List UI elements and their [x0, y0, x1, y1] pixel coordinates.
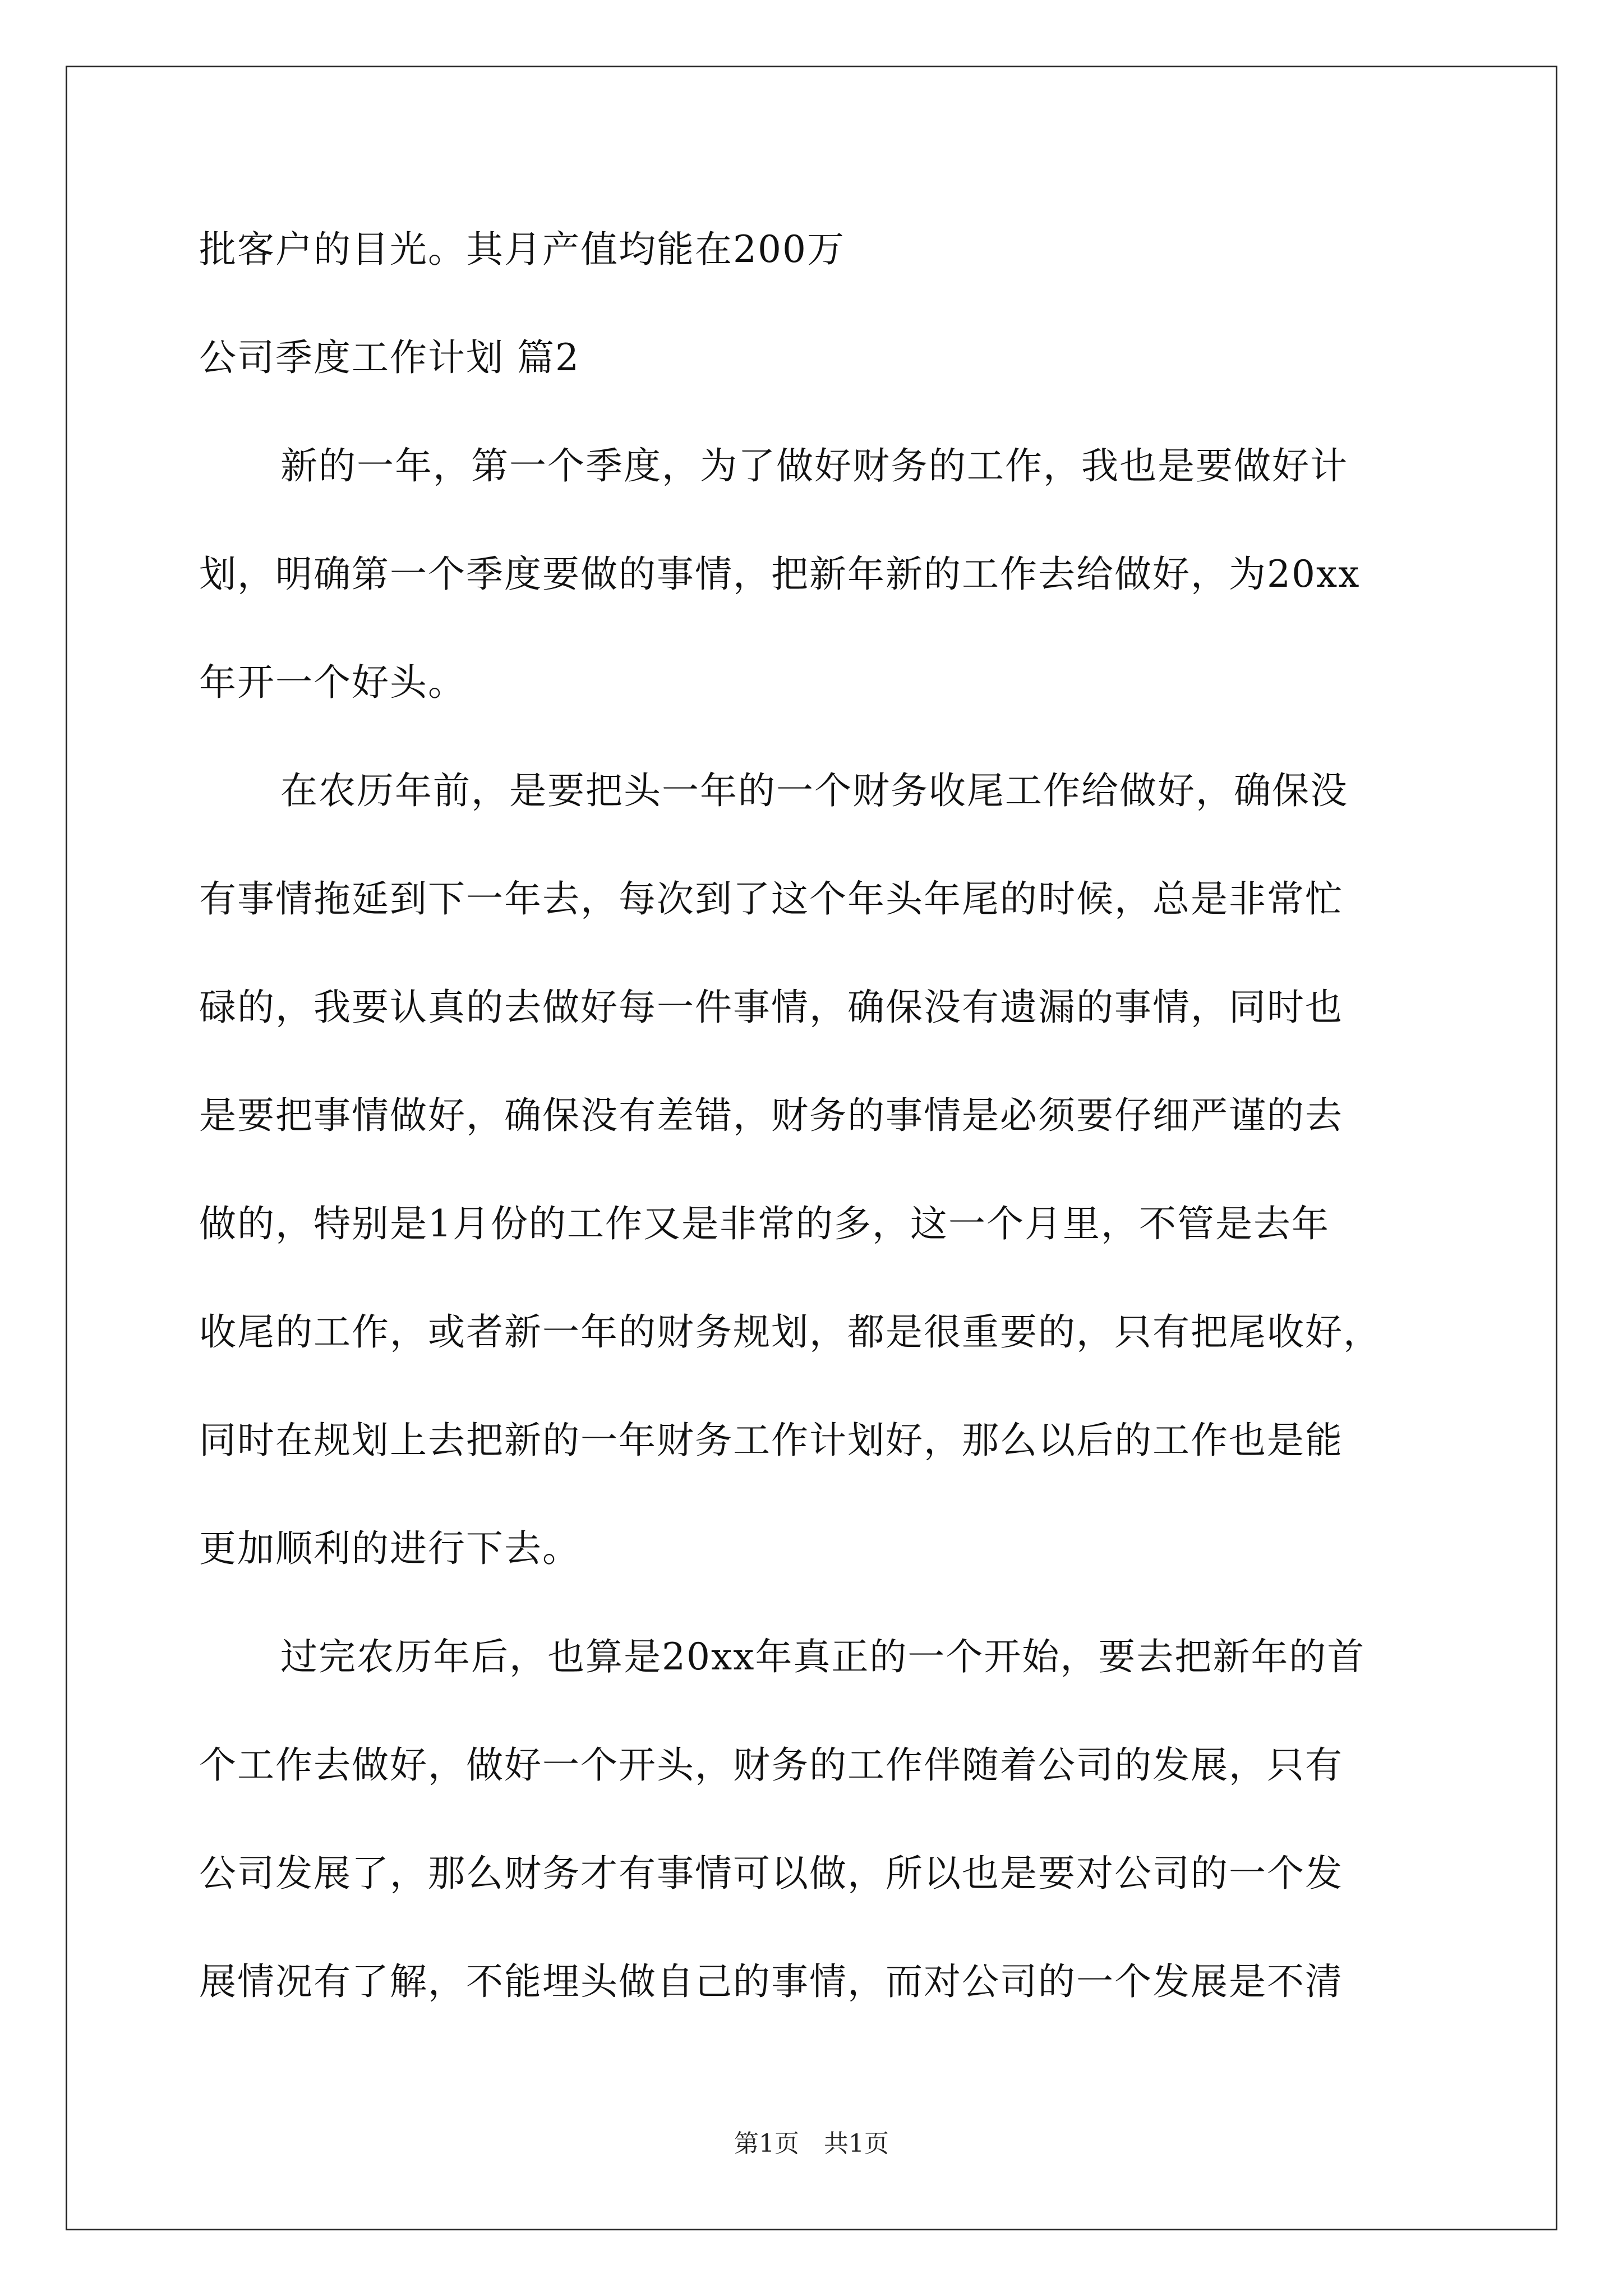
paragraph-2-line-3: 碌的，我要认真的去做好每一件事情，确保没有遗漏的事情，同时也 [199, 986, 1343, 1029]
paragraph-3-line-2: 个工作去做好，做好一个开头，财务的工作伴随着公司的发展，只有 [199, 1743, 1343, 1787]
paragraph-2-line-4: 是要把事情做好，确保没有差错，财务的事情是必须要仔细严谨的去 [199, 1094, 1343, 1137]
paragraph-2-line-5: 做的，特别是1月份的工作又是非常的多，这一个月里，不管是去年 [199, 1202, 1330, 1245]
paragraph-1-line-2: 划，明确第一个季度要做的事情，把新年新的工作去给做好，为20xx [199, 553, 1361, 596]
paragraph-2-line-8: 更加顺利的进行下去。 [199, 1527, 580, 1570]
paragraph-2-line-2: 有事情拖延到下一年去，每次到了这个年头年尾的时候，总是非常忙 [199, 877, 1343, 921]
paragraph-3-line-3: 公司发展了，那么财务才有事情可以做，所以也是要对公司的一个发 [199, 1852, 1343, 1895]
paragraph-2-line-7: 同时在规划上去把新的一年财务工作计划好，那么以后的工作也是能 [199, 1419, 1343, 1462]
paragraph-2-line-6: 收尾的工作，或者新一年的财务规划，都是很重要的，只有把尾收好， [199, 1310, 1381, 1354]
page-number-footer: 第1页 共1页 [734, 2129, 889, 2158]
paragraph-3-line-1: 过完农历年后，也算是20xx年真正的一个开始，要去把新年的首 [280, 1635, 1366, 1678]
paragraph-1-line-1: 新的一年，第一个季度，为了做好财务的工作，我也是要做好计 [280, 444, 1348, 487]
paragraph-1-line-3: 年开一个好头。 [199, 661, 466, 704]
paragraph-3-line-4: 展情况有了解，不能埋头做自己的事情，而对公司的一个发展是不清 [199, 1960, 1343, 2003]
page-frame [66, 66, 1557, 2230]
section-heading: 公司季度工作计划 篇2 [199, 336, 580, 379]
text-line-continued: 批客户的目光。其月产值均能在200万 [199, 228, 845, 271]
paragraph-2-line-1: 在农历年前，是要把头一年的一个财务收尾工作给做好，确保没 [280, 769, 1348, 812]
